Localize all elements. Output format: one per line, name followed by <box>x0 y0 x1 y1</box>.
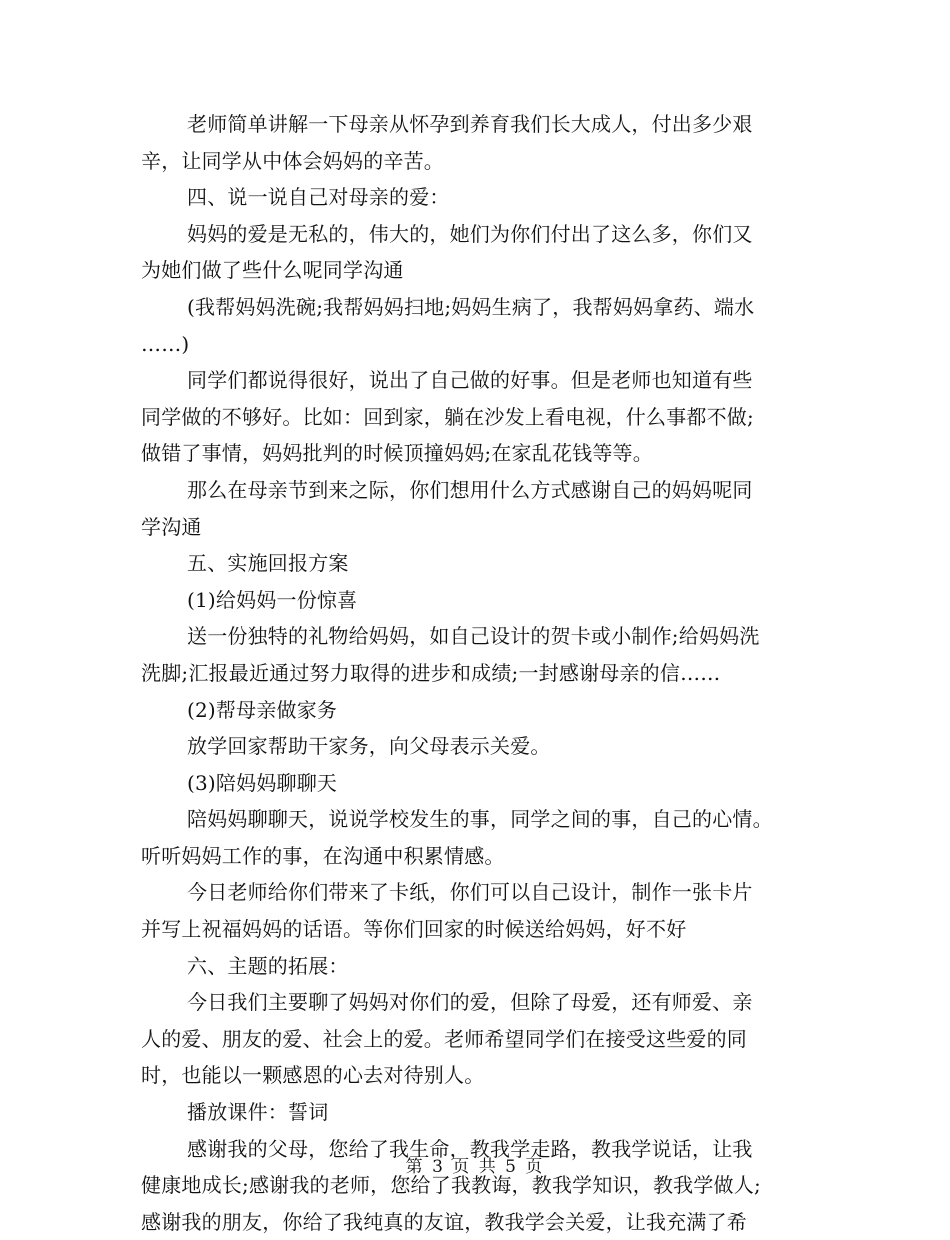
text-line: 放学回家帮助干家务，向父母表示关爱。 <box>187 734 551 759</box>
text-line: (1)给妈妈一份惊喜 <box>187 587 358 612</box>
text-line: 今日老师给你们带来了卡纸，你们可以自己设计，制作一张卡片 <box>187 880 753 905</box>
text-line: 学沟通 <box>141 514 202 539</box>
text-line: 六、主题的拓展： <box>187 953 349 978</box>
text-line: 为她们做了些什么呢同学沟通 <box>141 258 404 283</box>
text-line: 送一份独特的礼物给妈妈，如自己设计的贺卡或小制作;给妈妈洗 <box>187 624 760 649</box>
text-line: (3)陪妈妈聊聊天 <box>187 770 338 795</box>
text-line: (2)帮母亲做家务 <box>187 697 338 722</box>
text-line: 听听妈妈工作的事，在沟通中积累情感。 <box>141 843 505 868</box>
document-body <box>141 106 813 1240</box>
text-line: 今日我们主要聊了妈妈对你们的爱，但除了母爱，还有师爱、亲 <box>187 990 753 1015</box>
text-line: 播放课件：誓词 <box>187 1100 329 1125</box>
text-line: 洗脚;汇报最近通过努力取得的进步和成绩;一封感谢母亲的信…… <box>141 660 721 685</box>
text-line: 辛，让同学从中体会妈妈的辛苦。 <box>141 148 444 173</box>
page-footer: 第 3 页 共 5 页 <box>405 1157 545 1177</box>
text-line: 陪妈妈聊聊天，说说学校发生的事，同学之间的事，自己的心情。 <box>187 807 773 832</box>
text-line: 妈妈的爱是无私的，伟大的，她们为你们付出了这么多，你们又 <box>187 221 753 246</box>
text-line: 老师简单讲解一下母亲从怀孕到养育我们长大成人，付出多少艰 <box>187 112 753 136</box>
text-line: 做错了事情，妈妈批判的时候顶撞妈妈;在家乱花钱等等。 <box>141 441 653 466</box>
text-line: 感谢我的父母，您给了我生命，教我学走路，教我学说话，让我 <box>187 1136 753 1161</box>
text-line: 同学做的不够好。比如：回到家，躺在沙发上看电视，什么事都不做; <box>141 404 754 429</box>
text-line: 四、说一说自己对母亲的爱： <box>187 185 450 210</box>
text-line: ……) <box>141 331 190 356</box>
text-line: 并写上祝福妈妈的话语。等你们回家的时候送给妈妈，好不好 <box>141 917 687 942</box>
text-line: 人的爱、朋友的爱、社会上的爱。老师希望同学们在接受这些爱的同 <box>141 1026 747 1051</box>
text-line: 感谢我的朋友，你给了我纯真的友谊，教我学会关爱，让我充满了希 <box>141 1209 747 1234</box>
text-line: 健康地成长;感谢我的老师，您给了我教诲，教我学知识，教我学做人; <box>141 1173 761 1198</box>
text-line: 时，也能以一颗感恩的心去对待别人。 <box>141 1063 485 1088</box>
text-line: (我帮妈妈洗碗;我帮妈妈扫地;妈妈生病了，我帮妈妈拿药、端水 <box>187 294 755 319</box>
text-line: 同学们都说得很好，说出了自己做的好事。但是老师也知道有些 <box>187 368 753 393</box>
text-line: 五、实施回报方案 <box>187 551 349 576</box>
text-line: 那么在母亲节到来之际，你们想用什么方式感谢自己的妈妈呢同 <box>187 477 753 502</box>
